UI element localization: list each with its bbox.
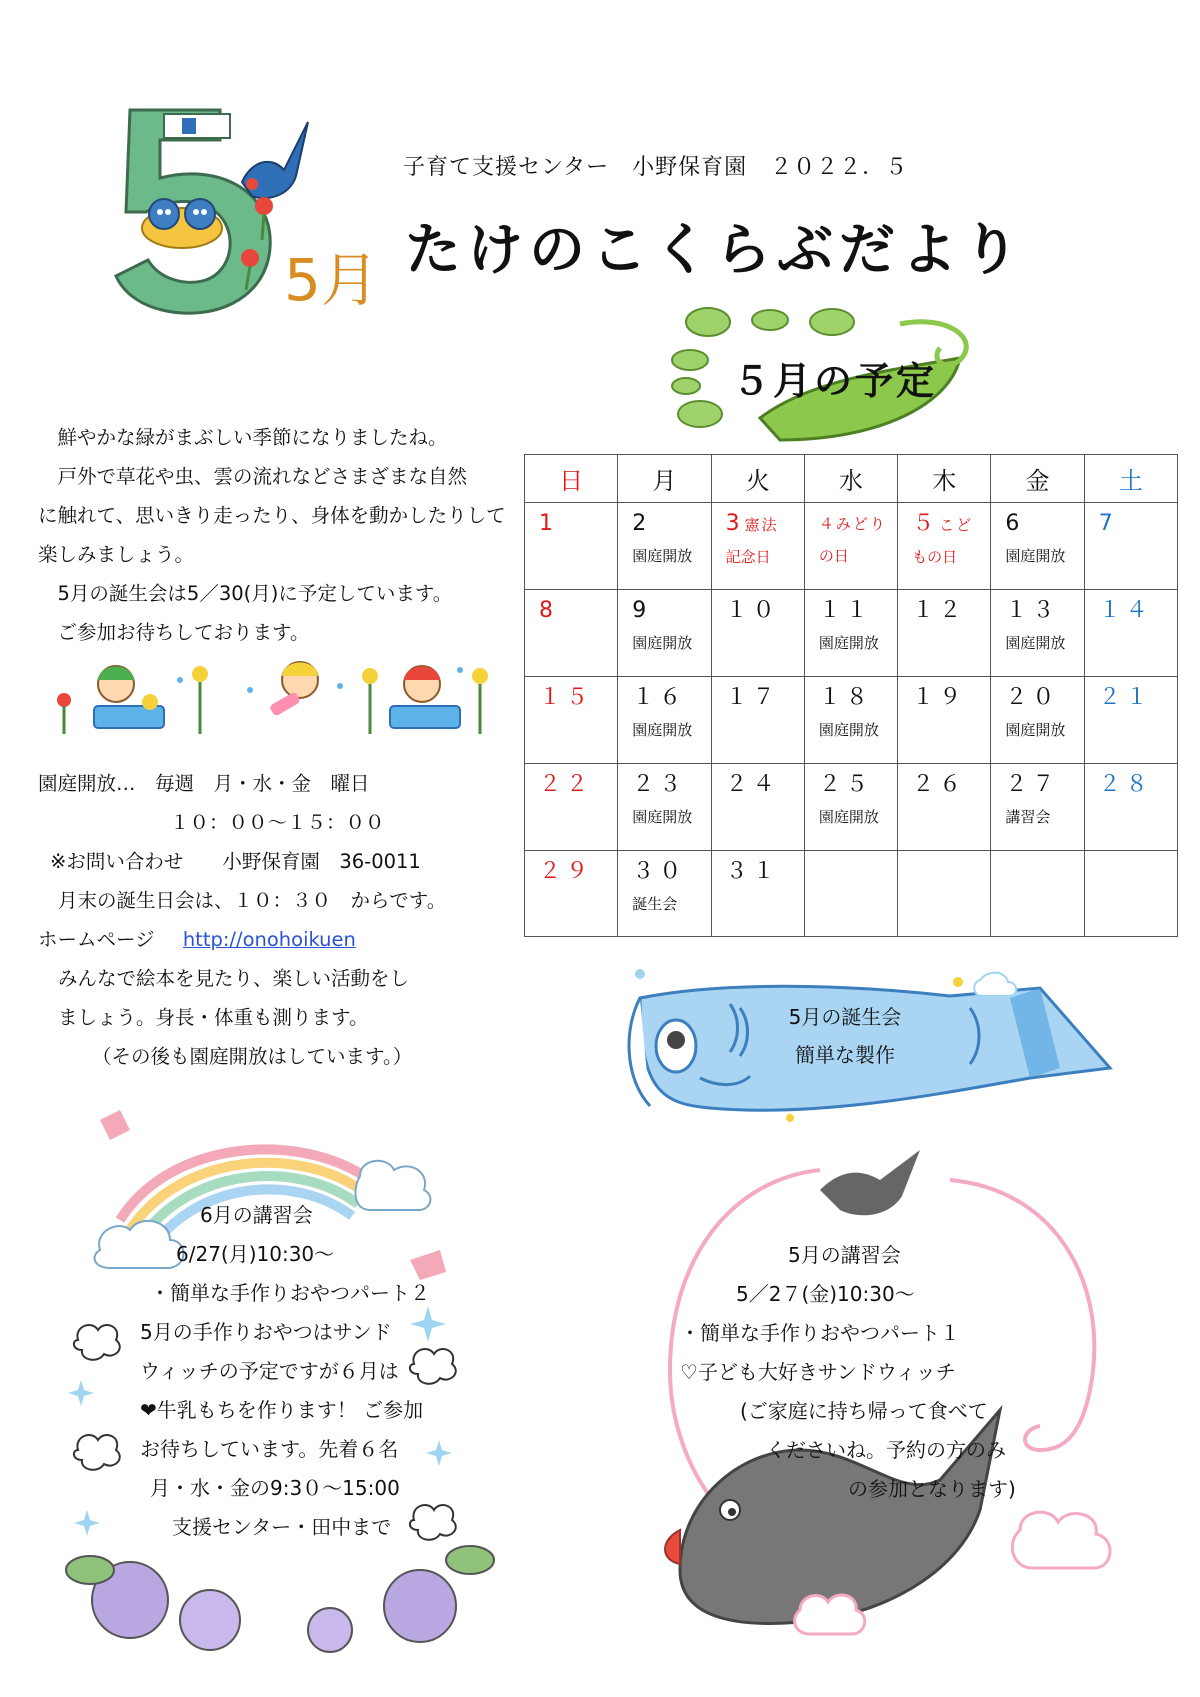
calendar-day-cell bbox=[1084, 503, 1177, 590]
day-number: １９ bbox=[912, 685, 967, 710]
may-lecture-line: くださいね。予約の方のみ bbox=[766, 1438, 1006, 1462]
schedule-title: ５月の予定 bbox=[732, 359, 938, 403]
june-lecture-body bbox=[140, 1274, 430, 1547]
day-number: １５ bbox=[539, 685, 594, 710]
flag-icon bbox=[164, 114, 230, 138]
heart-outline-icon: ♡ bbox=[680, 1360, 698, 1384]
pea-icon bbox=[672, 378, 700, 394]
day-event: 園庭開放 bbox=[1005, 547, 1066, 565]
calendar-day-cell bbox=[1084, 590, 1177, 677]
day-event: 記念日 bbox=[725, 548, 771, 566]
flower-icon bbox=[472, 668, 488, 734]
weekday-tue: 火 bbox=[711, 455, 804, 503]
pea-icon bbox=[678, 401, 722, 427]
calendar-day-cell bbox=[1084, 764, 1177, 851]
day-number: 1 bbox=[539, 511, 558, 536]
intro-line: に触れて、思いきり走ったり、身体を動かしたりして bbox=[38, 504, 506, 527]
kids-water-play-illustration bbox=[50, 650, 490, 740]
calendar-day-cell bbox=[804, 764, 897, 851]
newsletter-title: たけのこくらぶだより bbox=[405, 218, 1025, 283]
calendar-day-cell bbox=[1084, 677, 1177, 764]
weekday-mon: 月 bbox=[618, 455, 711, 503]
holiday-note: 憲法 bbox=[744, 516, 779, 534]
day-number: ２８ bbox=[1098, 772, 1153, 797]
day-number: １１ bbox=[818, 598, 873, 623]
day-event: 園庭開放 bbox=[818, 634, 879, 652]
water-gun-icon bbox=[269, 691, 301, 716]
may-lecture-line: (ご家庭に持ち帰って食べて bbox=[740, 1399, 988, 1423]
day-number: ３０ bbox=[632, 859, 687, 884]
intro-text bbox=[38, 418, 506, 652]
calendar-day-cell bbox=[898, 851, 991, 937]
intro-line: 戸外で草花や虫、雲の流れなどさまざまな自然 bbox=[38, 465, 468, 488]
calendar-day-cell bbox=[618, 590, 711, 677]
day-number: ３１ bbox=[725, 859, 780, 884]
baby-bird-icon bbox=[185, 199, 215, 229]
calendar-week-row bbox=[525, 851, 1178, 937]
may-lecture-date: 5／2７(金)10:30～ bbox=[736, 1282, 915, 1306]
june-lecture-line: 支援センター・田中まで bbox=[172, 1515, 392, 1539]
day-number: １８ bbox=[818, 685, 873, 710]
calendar-day-cell bbox=[711, 764, 804, 851]
swallow-icon bbox=[820, 1150, 920, 1215]
calendar-week-row bbox=[525, 503, 1178, 590]
day-number: 7 bbox=[1098, 511, 1118, 536]
calendar-week-row bbox=[525, 764, 1178, 851]
cloud-icon bbox=[795, 1595, 865, 1634]
may-lecture-title: 5月の講習会 bbox=[788, 1243, 901, 1267]
intro-line: 5月の誕生会は5／30(月)に予定しています。 bbox=[38, 582, 453, 605]
calendar-day-cell bbox=[1084, 851, 1177, 937]
may-lecture-body bbox=[680, 1314, 1016, 1509]
june-lecture-line: 月・水・金の9:3０～15:00 bbox=[150, 1476, 400, 1500]
weekday-fri: 金 bbox=[991, 455, 1084, 503]
june-lecture-line: ・簡単な手作りおやつパート２ bbox=[150, 1281, 430, 1305]
calendar-day-cell bbox=[991, 503, 1084, 590]
june-lecture-line: お待ちしています。先着６名 bbox=[140, 1437, 399, 1461]
day-number: ２３ bbox=[632, 772, 687, 797]
day-number: ４みどり bbox=[818, 515, 887, 533]
calendar-day-cell bbox=[618, 677, 711, 764]
flower-icon bbox=[255, 197, 273, 215]
june-lecture-line: 5月の手作りおやつはサンド bbox=[140, 1320, 392, 1344]
cloud-icon bbox=[355, 1161, 430, 1210]
pea-icon bbox=[752, 310, 788, 330]
birthday-activity: 簡単な製作 bbox=[795, 1043, 895, 1067]
calendar-day-cell bbox=[711, 851, 804, 937]
day-number: ２４ bbox=[725, 772, 780, 797]
day-event: 園庭開放 bbox=[1005, 721, 1066, 739]
calendar-day-cell bbox=[711, 590, 804, 677]
activity-line: ましょう。身長・体重も測ります。 bbox=[58, 1006, 369, 1029]
birthday-title: 5月の誕生会 bbox=[788, 1005, 902, 1029]
pea-icon bbox=[810, 309, 854, 335]
homepage-line bbox=[38, 920, 446, 959]
intro-line: 鮮やかな緑がまぶしい季節になりましたね。 bbox=[38, 426, 448, 449]
calendar-day-cell bbox=[898, 677, 991, 764]
yard-hours-line: １０：００～１５：００ bbox=[170, 811, 385, 834]
day-number: １６ bbox=[632, 685, 687, 710]
weekday-wed: 水 bbox=[804, 455, 897, 503]
june-lecture-title: 6月の講習会 bbox=[200, 1203, 313, 1227]
weekday-header-row bbox=[525, 455, 1178, 503]
pea-icon bbox=[672, 350, 708, 370]
calendar-day-cell bbox=[898, 764, 991, 851]
day-number: ２５ bbox=[818, 772, 873, 797]
day-event: 園庭開放 bbox=[632, 634, 693, 652]
calendar-day-cell bbox=[525, 851, 618, 937]
day-number: １２ bbox=[912, 598, 967, 623]
day-number: １０ bbox=[725, 598, 780, 623]
day-number: 2 bbox=[632, 511, 652, 536]
holiday-note: こど bbox=[939, 516, 974, 534]
day-event: 園庭開放 bbox=[632, 721, 693, 739]
june-lecture-date: 6/27(月)10:30～ bbox=[176, 1242, 335, 1266]
homepage-link[interactable]: http://onohoikuen bbox=[182, 928, 356, 951]
calendar-week-row bbox=[525, 590, 1178, 677]
calendar-day-cell bbox=[804, 851, 897, 937]
weekday-sat: 土 bbox=[1084, 455, 1177, 503]
day-event: 講習会 bbox=[1005, 808, 1051, 826]
hydrangea-icon bbox=[66, 1546, 494, 1652]
day-number: ２９ bbox=[539, 859, 594, 884]
day-number: ２０ bbox=[1005, 685, 1060, 710]
cloud-icon bbox=[974, 973, 1016, 996]
sparkle-icon bbox=[635, 969, 645, 979]
calendar-week-row bbox=[525, 677, 1178, 764]
day-number: 9 bbox=[632, 598, 652, 623]
day-event: 園庭開放 bbox=[1005, 634, 1066, 652]
day-number: 6 bbox=[1005, 511, 1025, 536]
day-number: １３ bbox=[1005, 598, 1060, 623]
homepage-label: ホームページ bbox=[38, 928, 155, 951]
may-lecture-line: ・簡単な手作りおやつパート１ bbox=[680, 1321, 960, 1345]
activity-line: （その後も園庭開放はしています。） bbox=[92, 1045, 413, 1068]
day-number: １４ bbox=[1098, 598, 1153, 623]
calendar-day-cell bbox=[991, 590, 1084, 677]
calendar-day-cell bbox=[991, 677, 1084, 764]
flower-icon bbox=[241, 249, 259, 267]
calendar-day-cell bbox=[525, 677, 618, 764]
info-block bbox=[38, 764, 446, 1076]
calendar-day-cell bbox=[618, 503, 711, 590]
flower-icon bbox=[192, 666, 208, 734]
calendar-day-cell bbox=[525, 503, 618, 590]
calendar-day-cell bbox=[991, 851, 1084, 937]
june-lecture-line: ウィッチの予定ですが６月は bbox=[140, 1359, 399, 1383]
calendar-day-cell bbox=[804, 590, 897, 677]
contact-line: ※お問い合わせ 小野保育園 36-0011 bbox=[50, 850, 421, 873]
day-event: 誕生会 bbox=[632, 895, 678, 913]
day-event: 園庭開放 bbox=[818, 808, 879, 826]
calendar-day-cell bbox=[711, 503, 804, 590]
activity-line: みんなで絵本を見たり、楽しい活動をし bbox=[58, 967, 410, 990]
intro-line: 楽しみましょう。 bbox=[38, 543, 195, 566]
day-number: 8 bbox=[539, 598, 558, 623]
day-event: の日 bbox=[818, 547, 849, 565]
intro-line: ご参加お待ちしております。 bbox=[38, 621, 310, 644]
calendar-day-cell bbox=[618, 851, 711, 937]
day-event: 園庭開放 bbox=[632, 547, 693, 565]
flower-icon bbox=[57, 693, 71, 734]
cloud-icon bbox=[1012, 1512, 1110, 1568]
flower-icon bbox=[362, 668, 378, 734]
calendar-day-cell bbox=[711, 677, 804, 764]
calendar-day-cell bbox=[804, 503, 897, 590]
weekday-sun: 日 bbox=[525, 455, 618, 503]
may-month-illustration bbox=[112, 100, 379, 332]
day-number: ２１ bbox=[1098, 685, 1153, 710]
yard-open-line: 園庭開放… 毎週 月・水・金 曜日 bbox=[38, 772, 370, 795]
duck-icon bbox=[142, 694, 158, 710]
calendar-day-cell bbox=[525, 590, 618, 677]
may-lecture-line: ♡子ども大好きサンドウィッチ bbox=[680, 1360, 956, 1384]
baby-bird-icon bbox=[149, 199, 179, 229]
birthday-time-line: 月末の誕生日会は、１０：３０ からです。 bbox=[58, 889, 447, 912]
calendar-day-cell bbox=[898, 590, 991, 677]
day-number: ２７ bbox=[1005, 772, 1060, 797]
day-number: ５こど bbox=[912, 511, 974, 536]
calendar-day-cell bbox=[525, 764, 618, 851]
day-event: 園庭開放 bbox=[818, 721, 879, 739]
birthday-box bbox=[760, 998, 930, 1074]
may-calendar bbox=[524, 454, 1178, 937]
organization-line: 子育て支援センター 小野保育園 ２０２２．５ bbox=[403, 155, 909, 180]
calendar-day-cell bbox=[618, 764, 711, 851]
calendar-day-cell bbox=[898, 503, 991, 590]
day-event: 園庭開放 bbox=[632, 808, 693, 826]
weekday-thu: 木 bbox=[898, 455, 991, 503]
day-number: ２６ bbox=[912, 772, 967, 797]
calendar-day-cell bbox=[804, 677, 897, 764]
pea-icon bbox=[686, 308, 730, 336]
day-event: もの日 bbox=[912, 548, 958, 566]
calendar-day-cell bbox=[991, 764, 1084, 851]
may-lecture-line: の参加となります) bbox=[848, 1477, 1016, 1501]
day-number: １７ bbox=[725, 685, 780, 710]
day-number: ２２ bbox=[539, 772, 594, 797]
month-kanji: 5月 bbox=[284, 246, 379, 314]
june-lecture-line: ❤牛乳もちを作ります！ ご参加 bbox=[140, 1398, 424, 1422]
day-number: 3憲法 bbox=[725, 511, 779, 536]
